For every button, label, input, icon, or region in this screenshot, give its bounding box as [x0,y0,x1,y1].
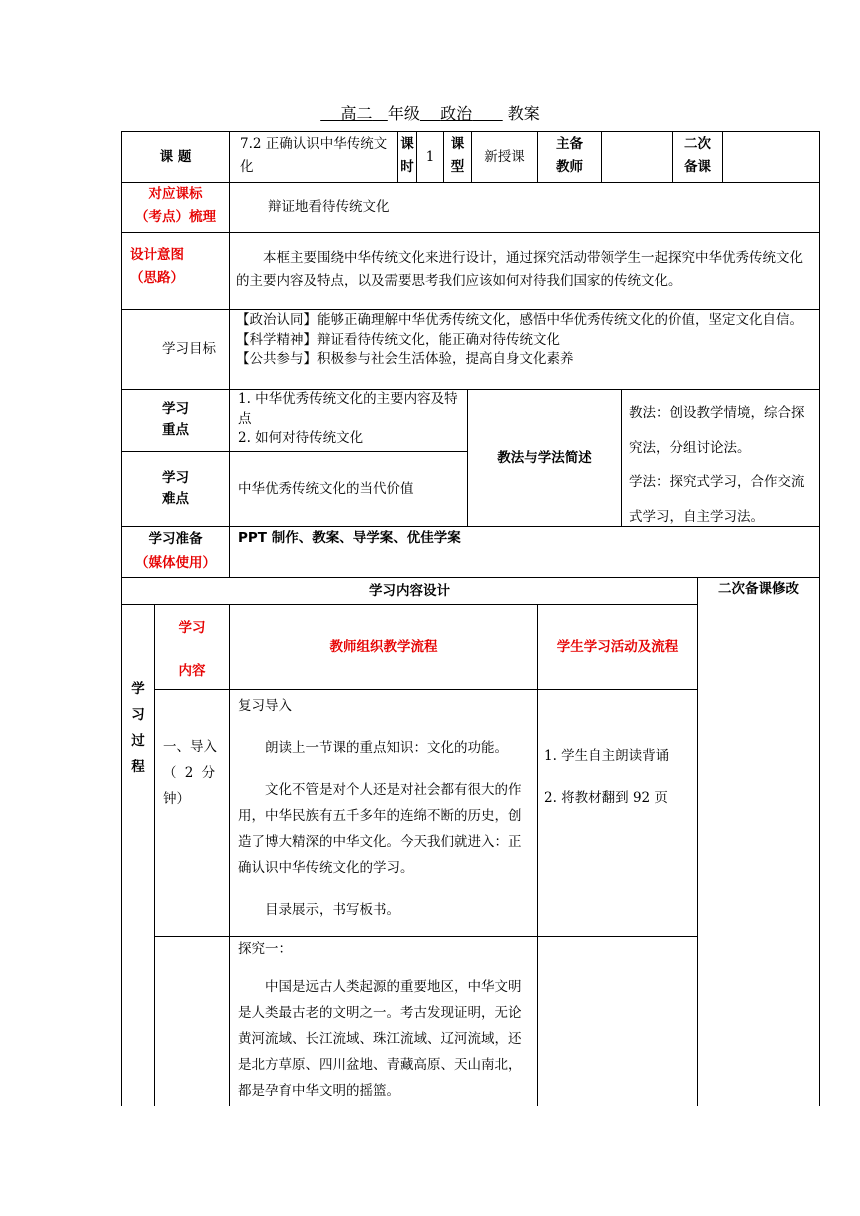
plan-label: 教案 [507,104,540,123]
hours-label: 课时 [400,136,414,175]
keypoints-list [238,390,464,451]
section1-teacher-p2: 文化不管是对个人还是对社会都有很大的作用，中华民族有五千多年的连绵不断的历史，创造了博大精深的中华文化。今天我们就进入：正确认识中华传统文化的学习。 [238,782,522,876]
type-value: 新授课 [484,148,525,165]
section1-teacher [238,693,531,933]
document-title [0,104,860,124]
goals-label: 学习目标 [162,341,216,357]
second-prep-label: 二次备课 [684,136,711,175]
section2-teacher [238,936,531,1104]
grade-suffix: 年级 [387,104,420,123]
section1-teacher-title: 复习导入 [238,698,292,714]
goal-item: 【公共参与】积极参与社会生活体验，提高自身文化素养 [236,351,574,367]
teacher-label: 主备教师 [556,136,583,175]
preparation-value: PPT 制作、教案、导学案、优佳学案 [238,530,461,546]
keypoint-item: 1. 中华优秀传统文化的主要内容及特点 [238,391,458,427]
design-value: 本框主要围绕中华传统文化来进行设计，通过探究活动带领学生一起探究中华优秀传统文化的主要内容及特点，以及需要思考我们应该如何对待我们国家的传统文化。 [236,250,803,289]
goals-list [236,311,814,389]
teacher-value [602,132,672,182]
hours-value: 1 [425,148,435,165]
keypoints-label: 学习 重点 [162,401,189,438]
grade-value: 高二 [340,104,373,123]
design-label: 设计意图 （思路） [130,247,184,286]
topic-value: 7.2 正确认识中华传统文化 [240,136,388,175]
col-student-header: 学生学习活动及流程 [556,638,679,655]
teaching-method: 教法：创设教学情境，综合探究法，分组讨论法。 [629,405,805,456]
topic-label: 课 题 [159,148,192,165]
section1-teacher-p1: 朗读上一节课的重点知识：文化的功能。 [265,740,508,756]
second-prep-value [723,132,819,182]
section1-teacher-p3: 目录展示，书写板书。 [265,902,400,918]
section1-label: 一、导入 （ 2 分 钟） [163,739,218,807]
student-item: 1. 学生自主朗读背诵 [544,748,670,764]
standard-value: 辩证地看待传统文化 [268,199,390,215]
col-content-header: 学习 内容 [178,620,206,679]
process-label: 学 习 过 程 [131,681,145,775]
methods-label: 教法与学法简述 [497,449,592,466]
preparation-label: 学习准备 （媒体使用） [135,531,216,571]
goal-item: 【政治认同】能够正确理解中华优秀传统文化，感悟中华优秀传统文化的价值，坚定文化自信。 [236,312,803,328]
student-item: 2. 将教材翻到 92 页 [544,790,668,806]
section1-student [544,735,696,815]
section2-teacher-title: 探究一： [238,941,292,957]
revise-header: 二次备课修改 [718,581,799,597]
difficulties-value: 中华优秀传统文化的当代价值 [238,480,414,497]
subject-value: 政治 [440,104,473,123]
standard-label: 对应课标 （考点）梳理 [135,186,216,225]
learning-method: 学法：探究式学习，合作交流式学习，自主学习法。 [629,474,805,525]
goal-item: 【科学精神】辩证看待传统文化，能正确对待传统文化 [236,331,560,348]
col-teacher-header: 教师组织教学流程 [329,638,438,655]
section2-teacher-p1: 中国是远古人类起源的重要地区，中华文明是人类最古老的文明之一。考古发现证明，无论黄河流域、长江流域、珠江流域、辽河流域，还是北方草原、四川盆地、青藏高原、天山南北，都是孕育中华文明的摇篮。 [238,979,522,1099]
methods-text [629,396,815,524]
content-design-header: 学习内容设计 [369,582,450,599]
keypoint-item: 2. 如何对待传统文化 [238,430,364,446]
type-label: 课型 [450,136,465,175]
difficulties-label: 学习 难点 [162,470,189,507]
